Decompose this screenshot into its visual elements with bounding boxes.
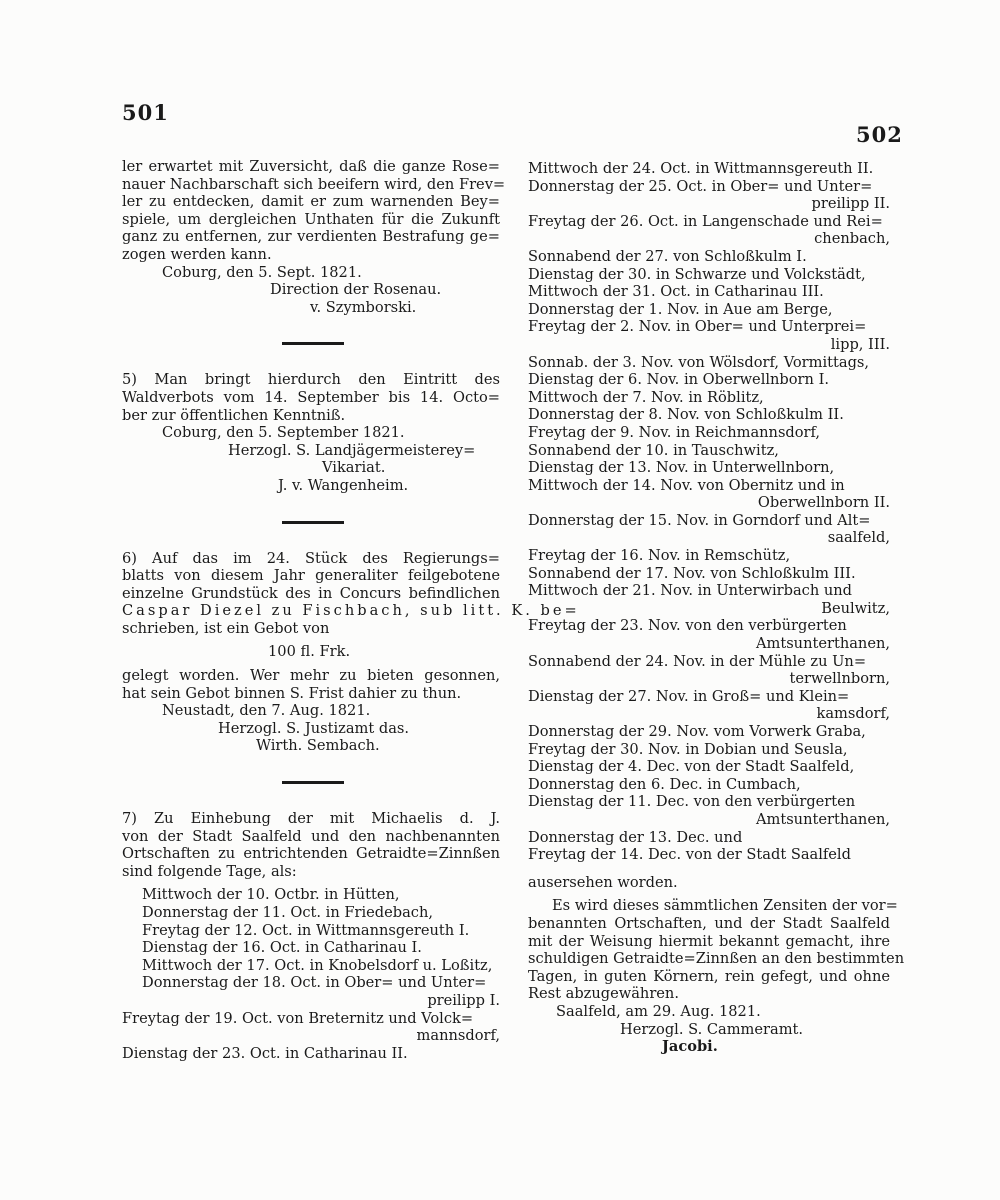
text-line: ler erwartet mit Zuversicht, daß die ganze Rose=	[122, 158, 500, 175]
text-line: 5) Man bringt hierdurch den Eintritt des	[122, 371, 500, 389]
date-entry: Freytag der 2. Nov. in Ober= und Unterprei=	[528, 318, 867, 336]
date-entry-cont: Beulwitz,	[821, 599, 890, 617]
text-line: Rest abzugewähren.	[528, 985, 679, 1003]
date-entry: Donnerstag der 1. Nov. in Aue am Berge,	[528, 300, 833, 318]
date-entry: Sonnabend der 27. von Schloßkulm I.	[528, 247, 807, 265]
text-line: nauer Nachbarschaft sich beeifern wird, den Frev=	[122, 175, 506, 193]
amount: 100 fl. Frk.	[268, 643, 351, 661]
date-entry: Sonnabend der 24. Nov. in der Mühle zu Un=	[528, 652, 867, 670]
left-column	[122, 158, 580, 1062]
signature: Vikariat.	[322, 459, 386, 477]
date-entry-cont: Amtsunterthanen,	[755, 635, 890, 653]
date-entry: Donnerstag der 25. Oct. in Ober= und Unter=	[528, 177, 873, 195]
date-entry: Donnerstag der 8. Nov. von Schloßkulm II.	[528, 406, 844, 424]
signature-name: Wirth. Sembach.	[256, 737, 380, 755]
date-entry: Dienstag der 30. in Schwarze und Volckstädt,	[528, 265, 866, 283]
section-divider	[282, 342, 344, 345]
text-line: 6) Auf das im 24. Stück des Regierungs=	[122, 549, 500, 567]
date-entry-cont: terwellnborn,	[789, 670, 890, 688]
text-line: benannten Ortschaften, und der Stadt Saalfeld	[528, 914, 890, 932]
date-entry: Freytag der 14. Dec. von der Stadt Saalfeld	[528, 846, 851, 864]
text-line: gelegt worden. Wer mehr zu bieten gesonnen,	[122, 667, 500, 685]
text-line: Ortschaften zu entrichtenden Getraidte=Zinnßen	[122, 845, 500, 863]
text-line: ber zur öffentlichen Kenntniß.	[122, 406, 346, 424]
date-entry: Freytag der 26. Oct. in Langenschade und Rei=	[528, 212, 883, 230]
text-line: Es wird dieses sämmtlichen Zensiten der vor=	[552, 897, 898, 915]
text-line: Tagen, in guten Körnern, rein gefegt, und ohne	[528, 967, 890, 985]
text-line: Caspar Diezel zu Fischbach, sub litt. K. be=	[122, 602, 580, 620]
signature-name: J. v. Wangenheim.	[278, 476, 409, 494]
date-entry: Dienstag der 4. Dec. von der Stadt Saalfeld,	[528, 758, 855, 776]
text-line: ausersehen worden.	[528, 873, 678, 891]
place-date: Saalfeld, am 29. Aug. 1821.	[556, 1002, 761, 1020]
signature: Herzogl. S. Justizamt das.	[218, 719, 410, 737]
text-line: von der Stadt Saalfeld und den nachbenannten	[122, 827, 500, 845]
date-entry: Donnerstag der 18. Oct. in Ober= und Unter=	[142, 974, 487, 992]
date-entry: Freytag der 9. Nov. in Reichmannsdorf,	[528, 423, 821, 441]
date-entry: Donnerstag den 6. Dec. in Cumbach,	[528, 775, 801, 793]
date-entry: Freytag der 30. Nov. in Dobian und Seusla,	[528, 740, 848, 758]
text-line: 7) Zu Einhebung der mit Michaelis d. J.	[122, 810, 500, 828]
date-entry: Dienstag der 13. Nov. in Unterwellnborn,	[528, 459, 835, 477]
text-line: mit der Weisung hiermit bekannt gemacht, ihre	[528, 932, 890, 950]
date-entry: Donnerstag der 15. Nov. in Gorndorf und Alt=	[528, 511, 871, 529]
text-line: sind folgende Tage, als:	[122, 862, 297, 880]
text-line: hat sein Gebot binnen S. Frist dahier zu thun.	[122, 684, 462, 702]
date-entry: Sonnab. der 3. Nov. von Wölsdorf, Vormittags,	[528, 353, 870, 371]
text-line: ganz zu entfernen, zur verdienten Bestrafung ge=	[122, 228, 500, 246]
date-entry-cont: preilipp II.	[811, 195, 890, 213]
date-entry: Dienstag der 11. Dec. von den verbürgerten	[528, 793, 856, 811]
date-entry: Mittwoch der 24. Oct. in Wittmannsgereuth II.	[528, 160, 874, 177]
date-entry: Donnerstag der 11. Oct. in Friedebach,	[142, 904, 433, 921]
section-divider	[282, 521, 344, 524]
text-line: blatts von diesem Jahr generaliter feilgebotene	[122, 567, 500, 585]
place-date: Coburg, den 5. Sept. 1821.	[162, 263, 362, 281]
text-line: spiele, um dergleichen Unthaten für die Zukunft	[122, 210, 500, 228]
signature: Herzogl. S. Cammeramt.	[620, 1020, 804, 1038]
place-date: Neustadt, den 7. Aug. 1821.	[162, 702, 371, 720]
date-entry-cont: Oberwellnborn II.	[757, 494, 890, 512]
date-entry: Donnerstag der 29. Nov. vom Vorwerk Graba,	[528, 723, 866, 740]
date-entry-cont: chenbach,	[814, 230, 890, 248]
signature: Direction der Rosenau.	[270, 281, 442, 299]
text-line: ler zu entdecken, damit er zum warnenden Bey=	[122, 193, 500, 211]
date-entry: Freytag der 23. Nov. von den verbürgerten	[528, 617, 847, 635]
place-date: Coburg, den 5. September 1821.	[162, 424, 405, 442]
right-column	[528, 160, 905, 1056]
date-entry: Freytag der 16. Nov. in Remschütz,	[528, 547, 791, 565]
date-entry: Sonnabend der 17. Nov. von Schloßkulm III.	[528, 564, 856, 582]
page-number-right: 502	[856, 122, 903, 147]
date-entry-cont: Amtsunterthanen,	[755, 810, 890, 828]
page-number-left: 501	[122, 100, 169, 125]
date-entry-cont: kamsdorf,	[816, 705, 890, 723]
date-entry: Freytag der 19. Oct. von Breternitz und Volck=	[122, 1009, 474, 1027]
date-entry: Mittwoch der 14. Nov. von Obernitz und in	[528, 476, 845, 494]
date-entry: Mittwoch der 17. Oct. in Knobelsdorf u. Loßitz,	[142, 956, 493, 974]
signature-name: Jacobi.	[662, 1038, 718, 1056]
date-entry-cont: mannsdorf,	[416, 1027, 500, 1045]
date-entry: Mittwoch der 21. Nov. in Unterwirbach und	[528, 582, 853, 600]
date-entry: Dienstag der 23. Oct. in Catharinau II.	[122, 1044, 408, 1062]
text-line: Waldverbots vom 14. September bis 14. Octo=	[122, 388, 500, 406]
text-line: schuldigen Getraidte=Zinnßen an den bestimmten	[528, 950, 905, 968]
date-entry-cont: saalfeld,	[827, 529, 890, 547]
text-line: zogen werden kann.	[122, 245, 272, 263]
section-divider	[282, 781, 344, 784]
date-entry: Freytag der 12. Oct. in Wittmannsgereuth I.	[142, 921, 470, 939]
signature-name: v. Szymborski.	[310, 298, 417, 316]
text-line: einzelne Grundstück des in Concurs befindlichen	[122, 584, 500, 602]
date-entry: Dienstag der 27. Nov. in Groß= und Klein=	[528, 687, 850, 705]
date-entry: Mittwoch der 10. Octbr. in Hütten,	[142, 886, 400, 904]
date-entry-cont: lipp, III.	[830, 335, 890, 353]
date-entry: Dienstag der 16. Oct. in Catharinau I.	[142, 939, 422, 957]
date-entry: Sonnabend der 10. in Tauschwitz,	[528, 441, 779, 459]
date-entry: Donnerstag der 13. Dec. und	[528, 828, 743, 846]
date-entry: Mittwoch der 31. Oct. in Catharinau III.	[528, 283, 824, 301]
text-line: schrieben, ist ein Gebot von	[122, 619, 330, 637]
signature: Herzogl. S. Landjägermeisterey=	[228, 441, 476, 459]
date-entry: Dienstag der 6. Nov. in Oberwellnborn I.	[528, 371, 829, 389]
date-entry-cont: preilipp I.	[427, 991, 500, 1009]
date-entry: Mittwoch der 7. Nov. in Röblitz,	[528, 388, 764, 406]
